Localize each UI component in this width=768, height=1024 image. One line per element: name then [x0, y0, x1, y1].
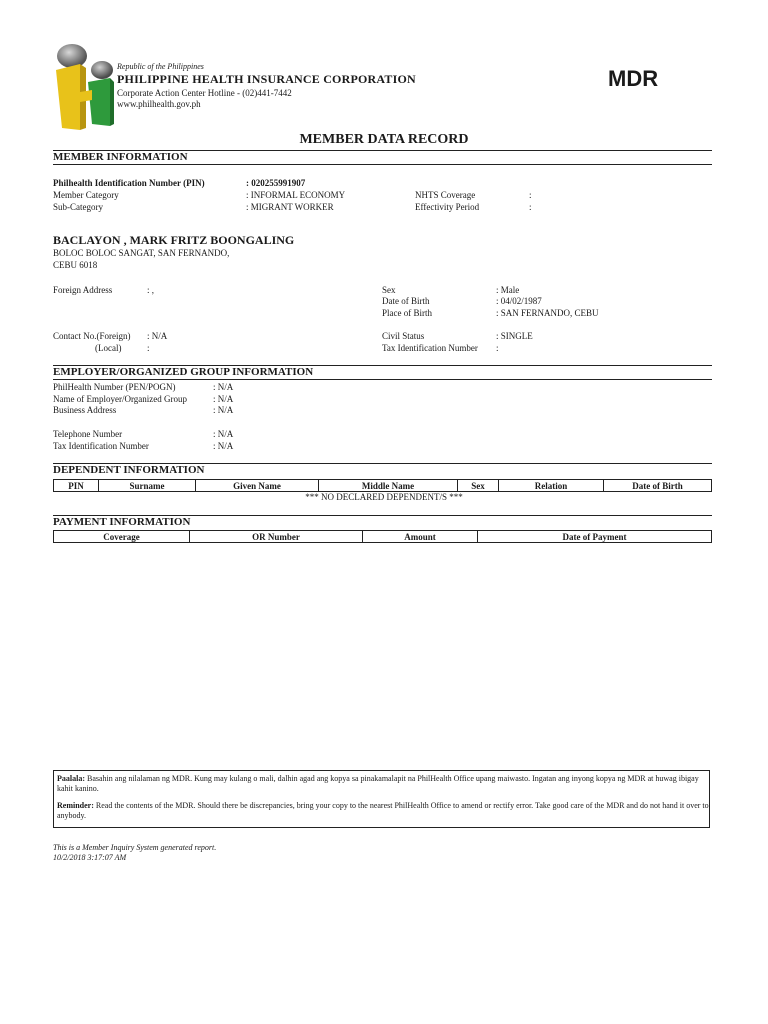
contact-foreign-value: : N/A	[147, 331, 168, 341]
telephone-value: : N/A	[213, 429, 234, 439]
sex-label: Sex	[382, 285, 396, 295]
contact-local-value: :	[147, 343, 150, 353]
paalala-note	[57, 774, 709, 794]
pin-label: Philhealth Identification Number (PIN)	[53, 178, 205, 188]
paalala-text: Basahin ang nilalaman ng MDR. Kung may kulang o mali, dalhin agad ang kopya sa pinakamalapit na PhilHealth Office upang maiwasto. Ingatan ang inyong kopya ng MDR at huwag ibigay kahit kanino.	[57, 774, 699, 793]
column-header: Given Name	[196, 480, 319, 492]
column-header: Date of Payment	[478, 531, 712, 543]
sub-category-label: Sub-Category	[53, 202, 103, 212]
column-header: Date of Birth	[604, 480, 712, 492]
sub-category-value: : MIGRANT WORKER	[246, 202, 334, 212]
hotline-text: Corporate Action Center Hotline - (02)441-7442	[117, 88, 292, 98]
reminder-label: Reminder:	[57, 801, 94, 810]
generated-timestamp: 10/2/2018 3:17:07 AM	[53, 853, 127, 862]
column-header: Surname	[99, 480, 196, 492]
sex-value: : Male	[496, 285, 520, 295]
column-header: Relation	[499, 480, 604, 492]
page-title: MEMBER DATA RECORD	[299, 132, 469, 147]
address-line-2: CEBU 6018	[53, 260, 98, 270]
contact-foreign-label: Contact No.(Foreign)	[53, 331, 131, 341]
civil-status-label: Civil Status	[382, 331, 425, 341]
member-category-label: Member Category	[53, 190, 119, 200]
website-text: www.philhealth.gov.ph	[117, 99, 201, 109]
generated-note: This is a Member Inquiry System generated report.	[53, 843, 217, 852]
column-header: Amount	[363, 531, 478, 543]
address-line-1: BOLOC BOLOC SANGAT, SAN FERNANDO,	[53, 248, 230, 258]
footer	[53, 843, 216, 863]
business-address-value: : N/A	[213, 405, 234, 415]
employer-section-title: EMPLOYER/ORGANIZED GROUP INFORMATION	[53, 366, 712, 380]
pen-value: : N/A	[213, 382, 234, 392]
paalala-label: Paalala:	[57, 774, 85, 783]
dependent-section-title: DEPENDENT INFORMATION	[53, 464, 205, 476]
member-name: BACLAYON , MARK FRITZ BOONGALING	[53, 233, 295, 247]
contact-local-label: (Local)	[95, 343, 122, 353]
member-tin-value: :	[496, 343, 499, 353]
pin-value: : 020255991907	[246, 178, 306, 188]
column-header: Middle Name	[319, 480, 458, 492]
no-dependents-message: *** NO DECLARED DEPENDENT/S ***	[305, 492, 463, 502]
notes-box	[53, 770, 710, 828]
employer-tin-value: : N/A	[213, 441, 234, 451]
payment-table	[53, 530, 712, 543]
dob-value: : 04/02/1987	[496, 296, 542, 306]
header-block	[117, 62, 416, 109]
business-address-label: Business Address	[53, 405, 117, 415]
form-code: MDR	[608, 66, 659, 91]
nhts-value: :	[529, 190, 532, 200]
foreign-address-label: Foreign Address	[53, 285, 113, 295]
payment-table-header	[54, 531, 712, 543]
member-category-value: : INFORMAL ECONOMY	[246, 190, 346, 200]
employer-name-value: : N/A	[213, 394, 234, 404]
reminder-note	[57, 801, 709, 821]
column-header: OR Number	[190, 531, 363, 543]
column-header: Coverage	[54, 531, 190, 543]
dependent-table-header	[54, 480, 712, 492]
pen-label: PhilHealth Number (PEN/POGN)	[53, 382, 176, 392]
dependent-table	[53, 479, 712, 492]
employer-name-label: Name of Employer/Organized Group	[53, 394, 188, 404]
reminder-text: Read the contents of the MDR. Should there be discrepancies, bring your copy to the nearest PhilHealth Office to amend or rectify error. Take good care of the MDR and do not hand it over to anybody.	[57, 801, 709, 820]
effectivity-label: Effectivity Period	[415, 202, 480, 212]
employer-tin-label: Tax Identification Number	[53, 441, 149, 451]
dob-label: Date of Birth	[382, 296, 430, 306]
civil-status-value: : SINGLE	[496, 331, 533, 341]
pob-value: : SAN FERNANDO, CEBU	[496, 308, 599, 318]
foreign-address-value: : ,	[147, 285, 155, 295]
republic-text: Republic of the Philippines	[117, 62, 204, 71]
member-section-title: MEMBER INFORMATION	[53, 151, 712, 165]
corporation-name: PHILIPPINE HEALTH INSURANCE CORPORATION	[117, 72, 416, 86]
member-tin-label: Tax Identification Number	[382, 343, 478, 353]
effectivity-value: :	[529, 202, 532, 212]
column-header: Sex	[458, 480, 499, 492]
payment-section-title: PAYMENT INFORMATION	[53, 516, 191, 528]
pob-label: Place of Birth	[382, 308, 432, 318]
telephone-label: Telephone Number	[53, 429, 123, 439]
column-header: PIN	[54, 480, 99, 492]
nhts-label: NHTS Coverage	[415, 190, 476, 200]
